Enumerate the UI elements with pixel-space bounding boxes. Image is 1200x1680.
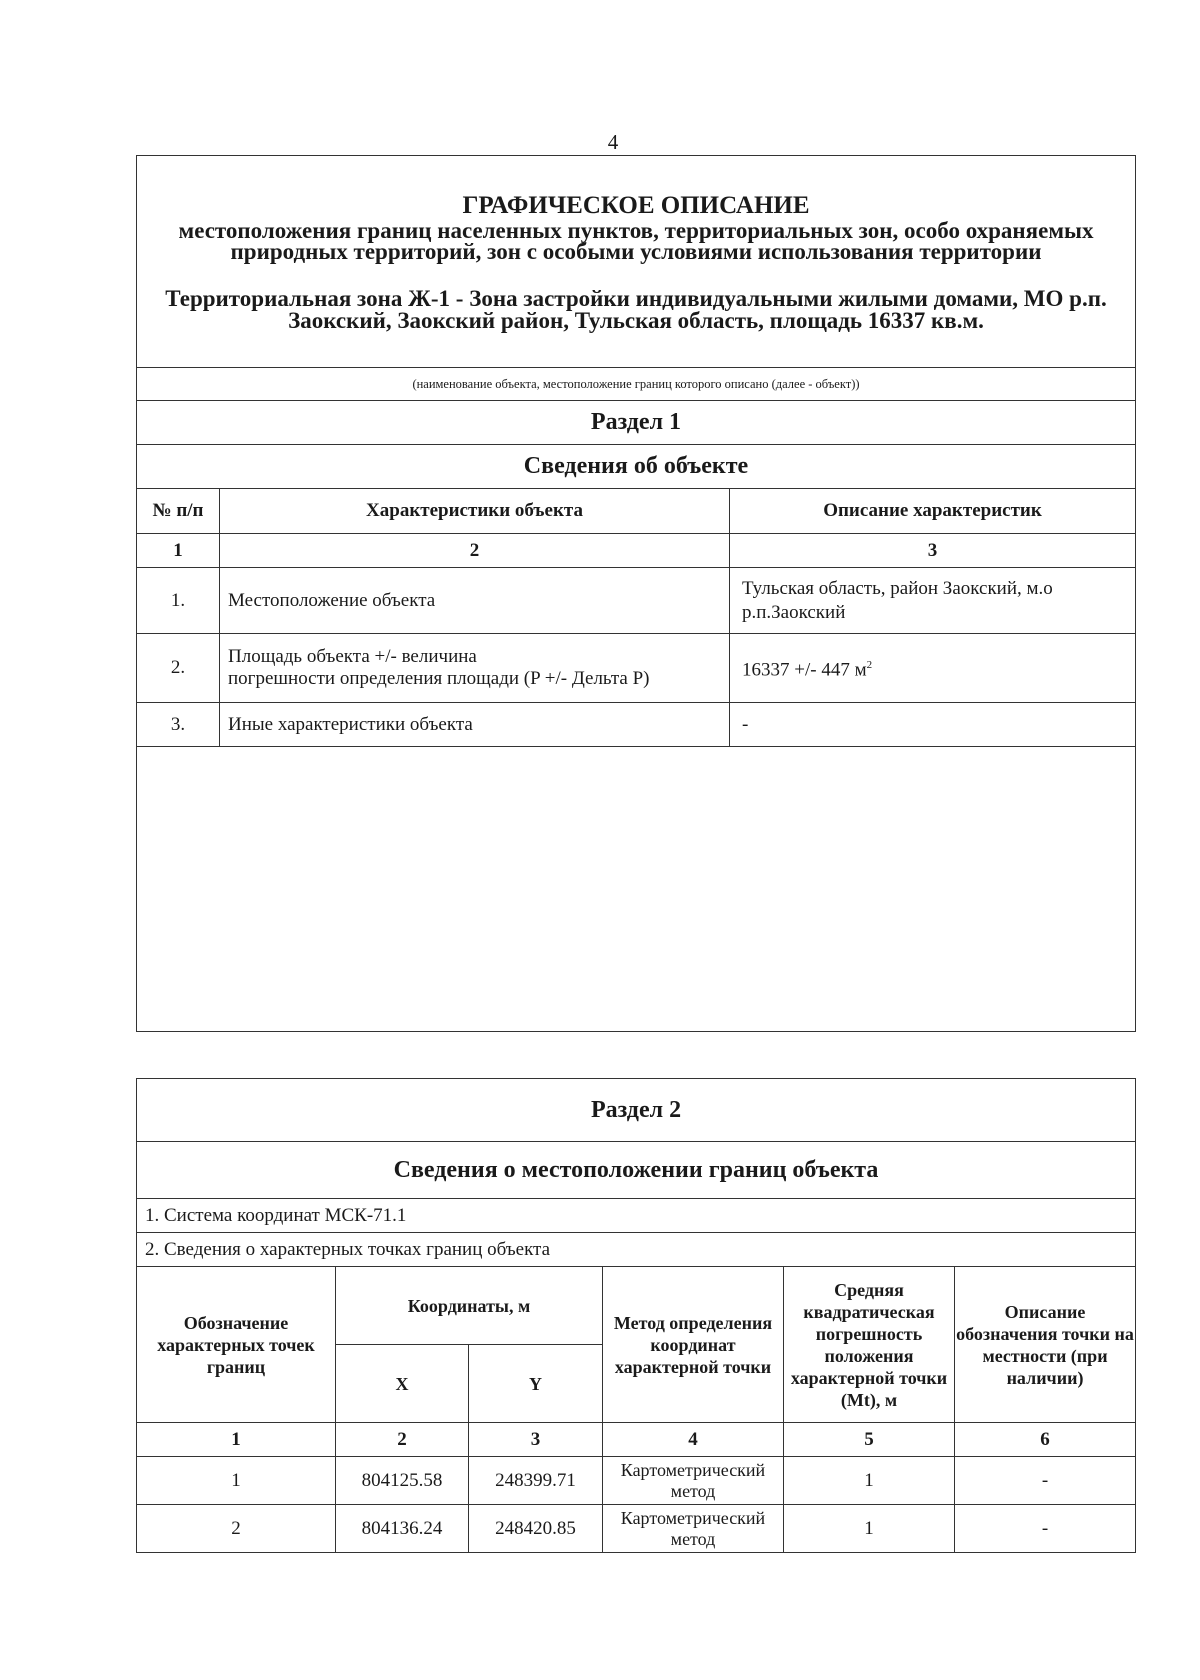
coordinate-system: 1. Система координат МСК-71.1	[137, 1199, 1136, 1233]
header-x: X	[336, 1345, 469, 1423]
column-number: 4	[603, 1423, 784, 1457]
header-error: Средняя квадратическая погрешность положения характерной точки (Mt), м	[784, 1267, 955, 1423]
point-description: -	[955, 1457, 1136, 1505]
points-heading: 2. Сведения о характерных точках границ объекта	[137, 1233, 1136, 1267]
point-id: 1	[137, 1457, 336, 1505]
column-number: 1	[137, 1423, 336, 1457]
table-row	[137, 703, 1136, 747]
coordinate-y: 248420.85	[469, 1505, 603, 1553]
header-coordinates: Координаты, м	[336, 1267, 603, 1345]
object-info-table	[136, 155, 1136, 1032]
table-row	[137, 568, 1136, 634]
row-number: 2.	[137, 634, 220, 703]
boundary-points-table	[136, 1078, 1136, 1553]
document-header	[137, 156, 1136, 368]
mt-value: 1	[784, 1505, 955, 1553]
characteristic-value: -	[730, 703, 1136, 747]
page-number: 4	[607, 130, 619, 154]
header-description: Описание обозначения точки на местности (при наличии)	[955, 1267, 1136, 1423]
empty-area	[137, 747, 1136, 1032]
characteristic-name-line2: погрешности определения площади (P +/- Дельта P)	[228, 668, 650, 689]
coordinate-y: 248399.71	[469, 1457, 603, 1505]
coordinate-x: 804125.58	[336, 1457, 469, 1505]
column-number: 3	[469, 1423, 603, 1457]
point-description: -	[955, 1505, 1136, 1553]
column-number: 3	[730, 534, 1136, 568]
header-method: Метод определения координат характерной точки	[603, 1267, 784, 1423]
object-note: (наименование объекта, местоположение границ которого описано (далее - объект))	[137, 368, 1136, 401]
column-number: 2	[336, 1423, 469, 1457]
section2-title: Раздел 2	[137, 1079, 1136, 1142]
coordinate-x: 804136.24	[336, 1505, 469, 1553]
zone-name: Территориальная зона Ж-1 - Зона застройки индивидуальными жилыми домами, МО р.п. Заокский, Заокский район, Тульская область, площадь 16337 кв.м.	[165, 285, 1107, 333]
row-number: 1.	[137, 568, 220, 634]
column-header-number: № п/п	[137, 489, 220, 534]
header-y: Y	[469, 1345, 603, 1423]
column-header-description: Описание характеристик	[730, 489, 1136, 534]
section1-subtitle: Сведения об объекте	[137, 445, 1136, 489]
section2-subtitle: Сведения о местоположении границ объекта	[137, 1142, 1136, 1199]
column-number: 6	[955, 1423, 1136, 1457]
row-number: 3.	[137, 703, 220, 747]
area-value: 16337 +/- 447 м	[742, 659, 867, 681]
method: Картометрический метод	[603, 1457, 784, 1505]
table-row	[137, 1505, 1136, 1553]
method: Картометрический метод	[603, 1505, 784, 1553]
table-row	[137, 1457, 1136, 1505]
characteristic-value: Тульская область, район Заокский, м.о р.п.Заокский	[730, 568, 1136, 634]
column-number: 5	[784, 1423, 955, 1457]
column-header-characteristic: Характеристики объекта	[220, 489, 730, 534]
header-designation: Обозначение характерных точек границ	[137, 1267, 336, 1423]
column-number: 1	[137, 534, 220, 568]
point-id: 2	[137, 1505, 336, 1553]
document-subtitle: местоположения границ населенных пунктов, территориальных зон, особо охраняемых природных территорий, зон с особыми условиями использования территории	[178, 217, 1094, 264]
table-row	[137, 634, 1136, 703]
characteristic-value	[730, 634, 1136, 703]
characteristic-name	[220, 634, 730, 703]
characteristic-name: Иные характеристики объекта	[220, 703, 730, 747]
area-unit-superscript: 2	[866, 659, 873, 672]
characteristic-name-line1: Площадь объекта +/- величина	[228, 646, 477, 667]
characteristic-name: Местоположение объекта	[220, 568, 730, 634]
section1-title: Раздел 1	[137, 401, 1136, 445]
document-title: ГРАФИЧЕСКОЕ ОПИСАНИЕ	[462, 191, 810, 219]
mt-value: 1	[784, 1457, 955, 1505]
column-number: 2	[220, 534, 730, 568]
